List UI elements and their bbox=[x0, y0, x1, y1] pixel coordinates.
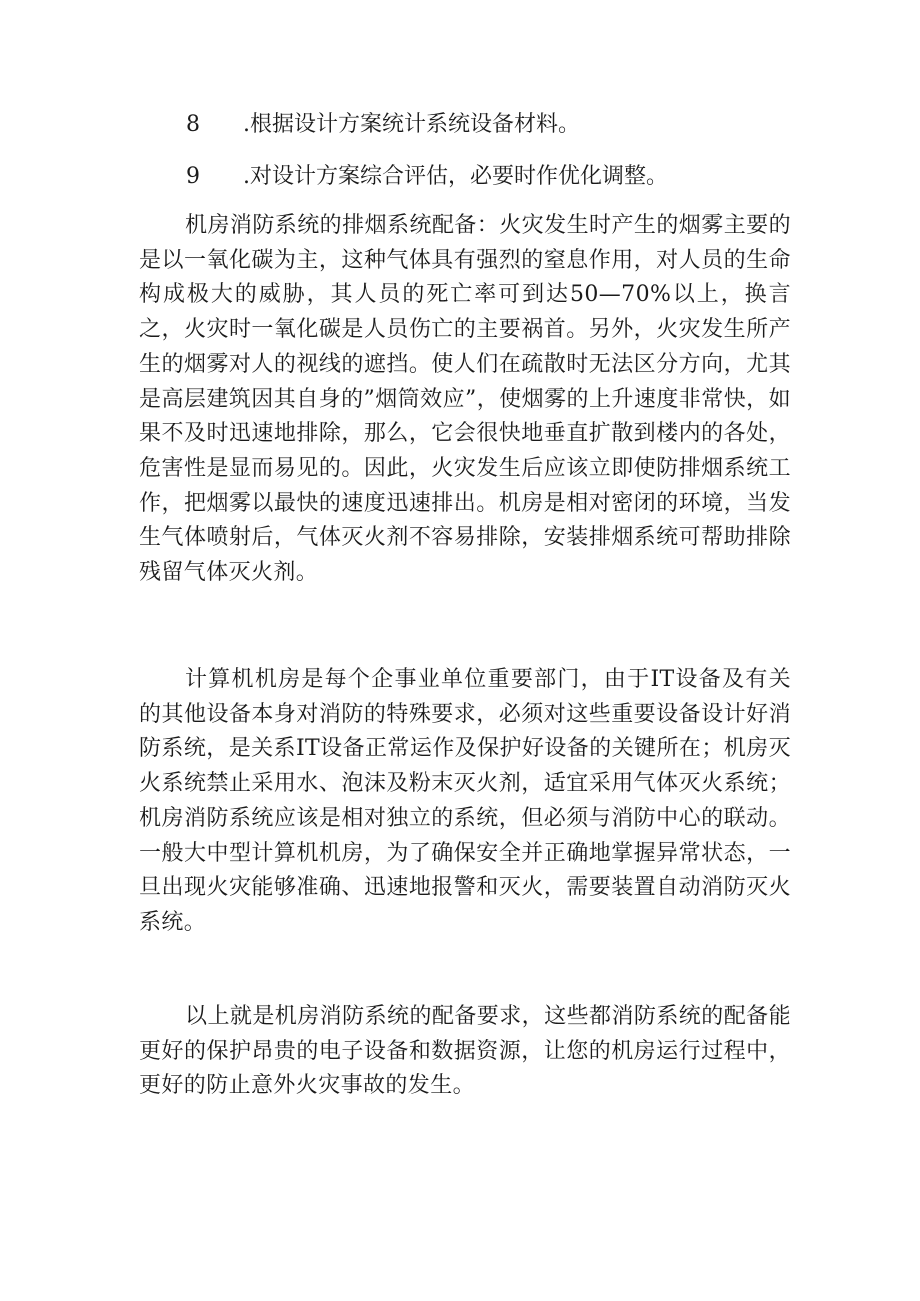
list-item bbox=[186, 111, 826, 139]
list-item-number: 9 bbox=[186, 164, 200, 189]
list-item-text: .对设计方案综合评估，必要时作优化调整。 bbox=[243, 164, 668, 189]
paragraph-computer-room: 计算机机房是每个企事业单位重要部门，由于IT设备及有关的其他设备本身对消防的特殊要求，必须对这些重要设备设计好消防系统，是关系IT设备正常运作及保护好设备的关键所在；机房灭火系统禁止采用水、泡沫及粉末灭火剂，适宜采用气体灭火系统；机房消防系统应该是相对独立的系统，但必须与消防中心的联动。一般大中型计算机机房，为了确保安全并正确地掌握异常状态，一旦出现火灾能够准确、迅速地报警和灭火，需要装置自动消防灭火系统。 bbox=[139, 667, 791, 935]
paragraph-summary: 以上就是机房消防系统的配备要求，这些都消防系统的配备能更好的保护昂贵的电子设备和数据资源，让您的机房运行过程中，更好的防止意外火灾事故的发生。 bbox=[139, 1004, 791, 1099]
paragraph-smoke-exhaust: 机房消防系统的排烟系统配备：火灾发生时产生的烟雾主要的是以一氧化碳为主，这种气体具有强烈的窒息作用，对人员的生命构成极大的威胁，其人员的死亡率可到达50—70%以上，换言之，火灾时一氧化碳是人员伤亡的主要祸首。另外，火灾发生所产生的烟雾对人的视线的遮挡。使人们在疏散时无法区分方向，尤其是高层建筑因其自身的”烟筒效应”，使烟雾的上升速度非常快，如果不及时迅速地排除，那么，它会很快地垂直扩散到楼内的各处，危害性是显而易见的。因此，火灾发生后应该立即使防排烟系统工作，把烟雾以最快的速度迅速排出。机房是相对密闭的环境，当发生气体喷射后，气体灭火剂不容易排除，安装排烟系统可帮助排除残留气体灭火剂。 bbox=[139, 213, 791, 586]
list-item-number: 8 bbox=[186, 112, 200, 137]
list-item bbox=[186, 163, 826, 191]
list-item-text: .根据设计方案统计系统设备材料。 bbox=[243, 112, 580, 137]
